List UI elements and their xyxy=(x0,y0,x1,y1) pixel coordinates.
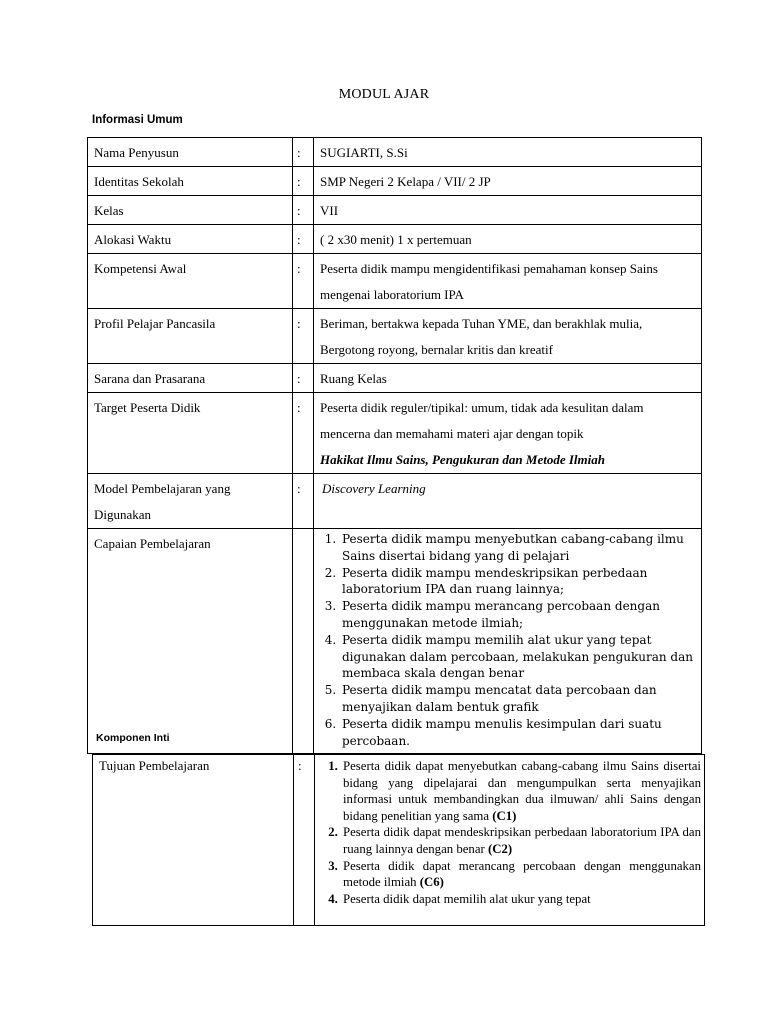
list-item xyxy=(341,858,701,891)
target-text: Peserta didik reguler/tipikal: umum, tidak ada kesulitan dalam mencerna dan memahami materi ajar dengan topik xyxy=(320,400,644,441)
tujuan-list xyxy=(315,755,704,907)
document-title: MODUL AJAR xyxy=(338,87,430,102)
colon-empty xyxy=(293,529,314,754)
section-heading-komponen-inti: Komponen Inti xyxy=(96,732,170,744)
colon: : xyxy=(294,755,315,926)
colon: : xyxy=(293,393,314,474)
list-item: 3. Peserta didik mampu merancang percobaan dengan menggunakan metode ilmiah; xyxy=(340,598,701,632)
row-label: Kelas xyxy=(88,196,293,225)
item-code: (C6) xyxy=(419,875,444,890)
table-row xyxy=(88,529,702,754)
table-row xyxy=(88,364,702,393)
table-row xyxy=(88,138,702,167)
item-text: Peserta didik dapat merancang percobaan dengan menggunakan metode ilmiah xyxy=(343,858,701,890)
row-value: ( 2 x30 menit) 1 x pertemuan xyxy=(314,225,702,254)
list-item: 2. Peserta didik mampu mendeskripsikan perbedaan laboratorium IPA dan ruang lainnya; xyxy=(340,565,701,599)
row-label: Capaian Pembelajaran xyxy=(88,529,293,754)
row-value: Discovery Learning xyxy=(314,474,702,529)
table-row xyxy=(93,755,705,926)
row-value xyxy=(314,393,702,474)
item-text: Peserta didik dapat memilih alat ukur yang tepat xyxy=(343,891,591,906)
colon: : xyxy=(293,138,314,167)
list-item: 1. Peserta didik mampu menyebutkan cabang-cabang ilmu Sains disertai bidang yang di pelajari xyxy=(340,531,701,565)
table-row xyxy=(88,167,702,196)
row-label: Target Peserta Didik xyxy=(88,393,293,474)
table-row xyxy=(88,225,702,254)
item-code: (C2) xyxy=(487,841,513,856)
row-value: Beriman, bertakwa kepada Tuhan YME, dan berakhlak mulia, Bergotong royong, bernalar kritis dan kreatif xyxy=(314,309,702,364)
table-row xyxy=(88,393,702,474)
row-label: Alokasi Waktu xyxy=(88,225,293,254)
row-label: Profil Pelajar Pancasila xyxy=(88,309,293,364)
komponen-inti-table xyxy=(92,754,705,926)
table-row xyxy=(88,196,702,225)
row-label: Model Pembelajaran yang Digunakan xyxy=(88,474,293,529)
colon: : xyxy=(293,364,314,393)
row-label: Tujuan Pembelajaran xyxy=(93,755,294,926)
capaian-list xyxy=(314,529,701,753)
target-topic: Hakikat Ilmu Sains, Pengukuran dan Metode Ilmiah xyxy=(320,452,605,467)
table-row xyxy=(88,474,702,529)
colon: : xyxy=(293,309,314,364)
colon: : xyxy=(293,167,314,196)
list-item xyxy=(341,824,701,857)
row-value: SMP Negeri 2 Kelapa / VII/ 2 JP xyxy=(314,167,702,196)
row-value xyxy=(315,755,705,926)
item-text: Peserta didik dapat mendeskripsikan perbedaan laboratorium IPA dan ruang lainnya dengan benar xyxy=(343,825,701,856)
list-item: 6. Peserta didik mampu menulis kesimpulan dari suatu percobaan. xyxy=(340,716,701,750)
informasi-umum-table xyxy=(87,137,702,754)
list-item xyxy=(341,758,701,824)
list-item: 4. Peserta didik mampu memilih alat ukur yang tepat digunakan dalam percobaan, melakukan pengukuran dan membaca skala dengan benar xyxy=(340,632,701,682)
row-value: SUGIARTI, S.Si xyxy=(314,138,702,167)
row-label: Sarana dan Prasarana xyxy=(88,364,293,393)
list-item: 5. Peserta didik mampu mencatat data percobaan dan menyajikan dalam bentuk grafik xyxy=(340,682,701,716)
item-code: (C1) xyxy=(492,808,517,823)
row-value: Peserta didik mampu mengidentifikasi pemahaman konsep Sains mengenai laboratorium IPA xyxy=(314,254,702,309)
list-item xyxy=(341,891,701,908)
colon: : xyxy=(293,225,314,254)
table-row xyxy=(88,254,702,309)
colon: : xyxy=(293,254,314,309)
row-label: Identitas Sekolah xyxy=(88,167,293,196)
row-label: Kompetensi Awal xyxy=(88,254,293,309)
colon: : xyxy=(293,474,314,529)
row-value xyxy=(314,529,702,754)
section-heading-informasi-umum: Informasi Umum xyxy=(92,114,183,126)
colon: : xyxy=(293,196,314,225)
row-label: Nama Penyusun xyxy=(88,138,293,167)
row-value: Ruang Kelas xyxy=(314,364,702,393)
table-row xyxy=(88,309,702,364)
item-text: Peserta didik dapat menyebutkan cabang-cabang ilmu Sains disertai bidang yang dipelajarai dan mengumpulkan serta menyajikan informasi untuk membandingkan dua ilmuwan/ ahli Sains dengan bidang penelitian yang sama xyxy=(343,759,701,823)
row-value: VII xyxy=(314,196,702,225)
